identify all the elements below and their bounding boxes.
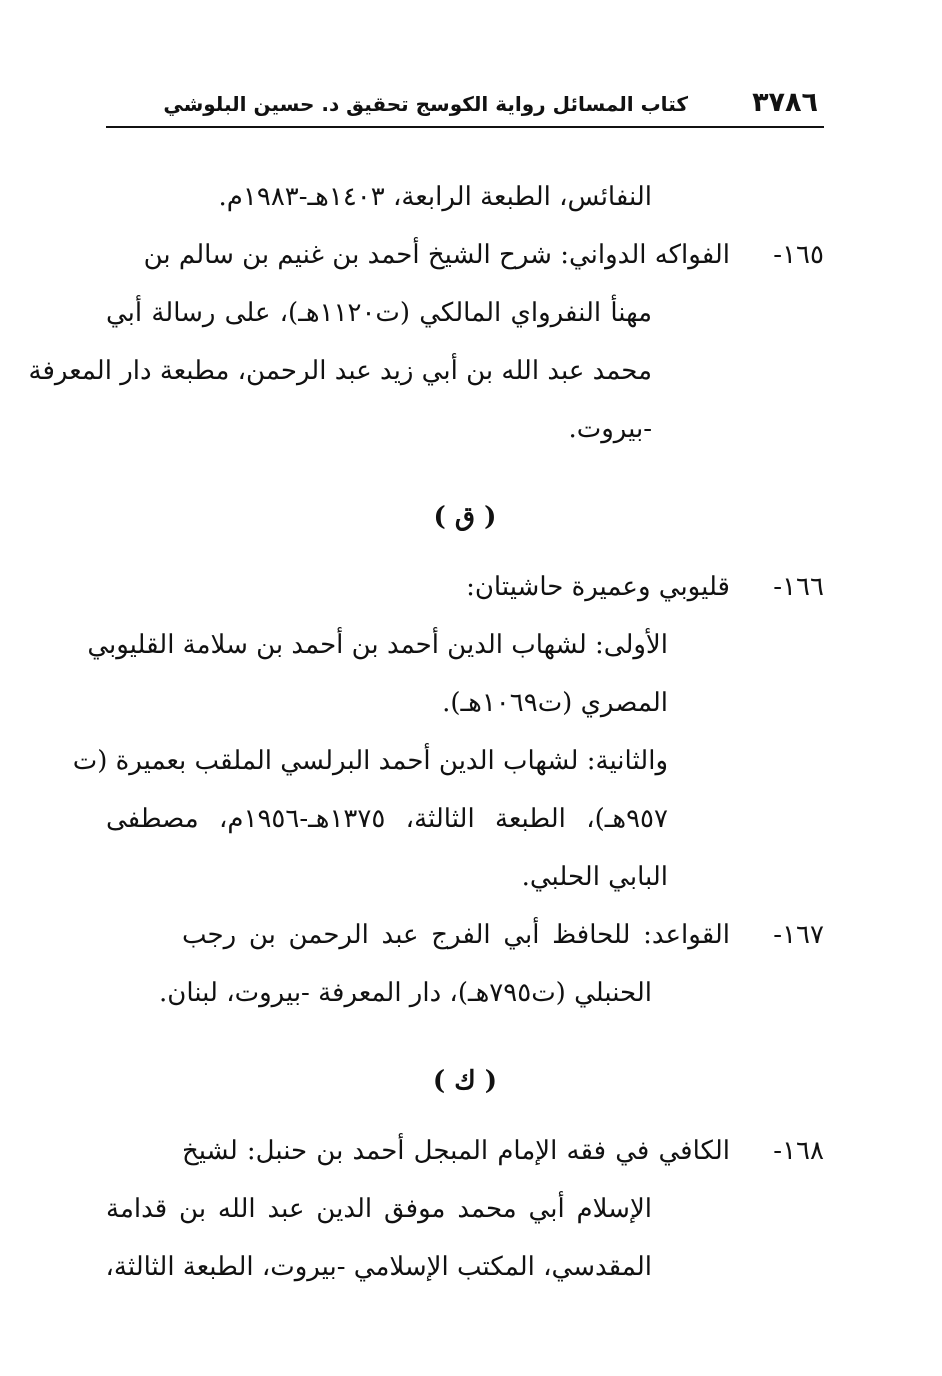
entry-line: قليوبي وعميرة حاشيتان: <box>466 572 730 602</box>
page-number: ٣٧٨٦ <box>752 87 818 118</box>
entry-line: -بيروت. <box>568 414 652 444</box>
entry-subline: ٩٥٧هـ)، الطبعة الثالثة، ١٣٧٥هـ-١٩٥٦م، مصطفى <box>106 804 668 834</box>
entry-line: الفواكه الدواني: شرح الشيخ أحمد بن غنيم بن سالم بن <box>143 240 730 270</box>
entry-166 <box>72 558 824 906</box>
section-heading-kaf: ( ك ) <box>432 1066 498 1096</box>
continued-line: النفائس، الطبعة الرابعة، ١٤٠٣هـ-١٩٨٣م. <box>218 182 652 212</box>
entry-line: الكافي في فقه الإمام المبجل أحمد بن حنبل: لشيخ <box>182 1136 730 1166</box>
page-body <box>28 168 824 1296</box>
entry-number: ١٦٦- <box>773 572 824 602</box>
entry-line: محمد عبد الله بن أبي زيد عبد الرحمن، مطبعة دار المعرفة <box>28 356 652 386</box>
page-header <box>106 86 824 128</box>
section-heading-qaf: ( ق ) <box>433 502 497 532</box>
entry-number: ١٦٥- <box>773 240 824 270</box>
entry-line: الإسلام أبي محمد موفق الدين عبد الله بن قدامة <box>106 1194 652 1224</box>
entry-subline: المصري (ت١٠٦٩هـ). <box>442 688 668 718</box>
entry-subline: والثانية: لشهاب الدين أحمد البرلسي الملقب بعميرة (ت <box>72 746 668 776</box>
entry-subline: الأولى: لشهاب الدين أحمد بن أحمد بن سلامة القليوبي <box>87 630 668 660</box>
entry-line: مهنأ النفرواي المالكي (ت١١٢٠هـ)، على رسالة أبي <box>106 298 652 328</box>
entry-line: المقدسي، المكتب الإسلامي -بيروت، الطبعة الثالثة، <box>105 1252 652 1282</box>
entry-165 <box>28 226 824 458</box>
entry-167 <box>106 906 824 1022</box>
entry-168 <box>106 1122 824 1296</box>
entry-subline: البابي الحلبي. <box>521 862 668 892</box>
entry-line: الحنبلي (ت٧٩٥هـ)، دار المعرفة -بيروت، لبنان. <box>159 978 652 1008</box>
entry-number: ١٦٧- <box>773 920 824 950</box>
running-title: كتاب المسائل رواية الكوسج تحقيق د. حسين البلوشي <box>163 92 688 116</box>
entry-number: ١٦٨- <box>773 1136 824 1166</box>
entry-line: القواعد: للحافظ أبي الفرج عبد الرحمن بن رجب <box>182 920 730 950</box>
